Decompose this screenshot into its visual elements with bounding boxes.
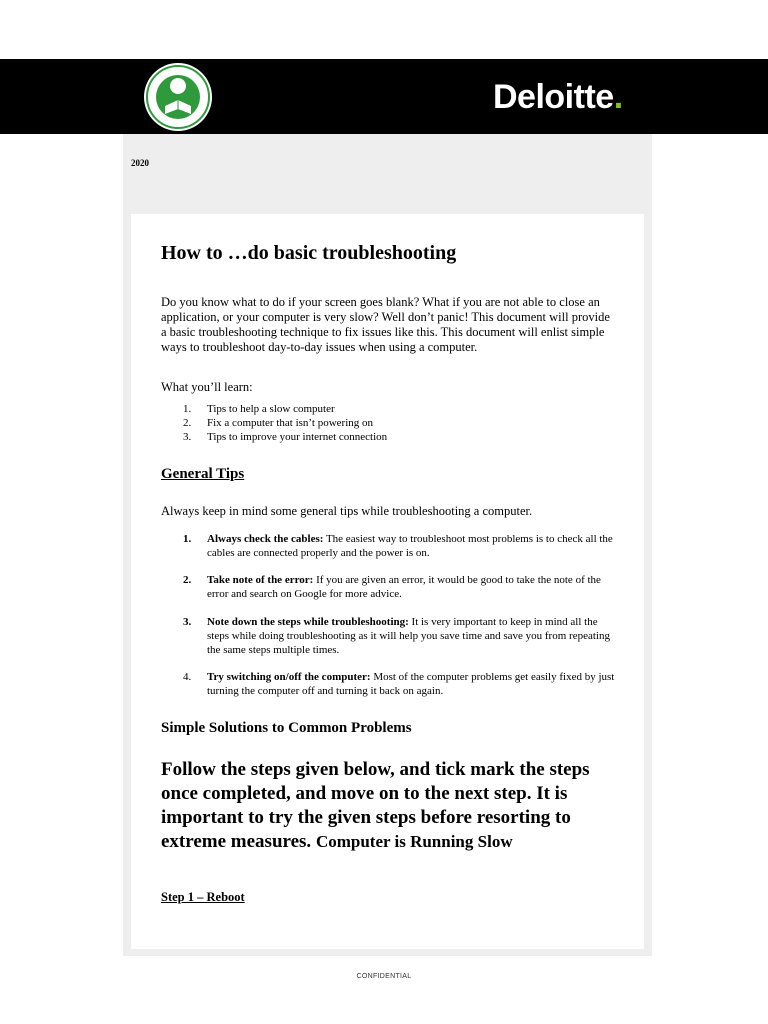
tip-item: 1. Always check the cables: The easiest way to troubleshoot most problems is to check all the cables are connected properly and the power is on. (183, 533, 613, 559)
document-title: How to …do basic troubleshooting (161, 242, 457, 264)
learn-heading: What you’ll learn: (161, 380, 253, 394)
general-tips-heading: General Tips (161, 466, 245, 482)
tip-item: 3. Note down the steps while troubleshooting: It is very important to keep in mind all the steps while doing troubleshooting as it will help you save time and save you from repeating the same steps multiple times. (183, 616, 610, 656)
solutions-heading: Simple Solutions to Common Problems (161, 720, 412, 736)
deloitte-logo: Deloitte. (493, 78, 623, 116)
intro-paragraph: Do you know what to do if your screen goes blank? What if you are not able to close an application, or your computer is very slow? Well don’t panic! This document will provide a basic troubleshooting technique to fix issues like this. This document will enlist simple ways to troubleshoot day-to-day issues when using a computer. (161, 295, 610, 354)
header-banner (0, 59, 768, 134)
tip-item: 4. Try switching on/off the computer: Most of the computer problems get easily fixed by just turning the computer off and turning it back on again. (183, 671, 615, 697)
list-item: 1. Tips to help a slow computer (183, 403, 335, 415)
list-item: 2. Fix a computer that isn’t powering on (183, 417, 373, 429)
tip-item: 2. Take note of the error: If you are given an error, it would be good to take the note of the error and search on Google for more advice. (183, 574, 601, 600)
library-logo (143, 62, 213, 132)
list-item: 3. Tips to improve your internet connection (183, 431, 388, 443)
year-label: 2020 (131, 158, 149, 168)
brand-dot: . (613, 78, 623, 116)
steps-intro: Follow the steps given below, and tick mark the steps once completed, and move on to the next step. It is important to try the given steps before resorting to extreme measures. Computer is Running Slow (161, 759, 590, 852)
step-1-heading: Step 1 – Reboot (161, 890, 245, 904)
learn-list (161, 402, 387, 444)
confidential-footer: CONFIDENTIAL (356, 973, 412, 980)
general-tips-intro: Always keep in mind some general tips while troubleshooting a computer. (161, 504, 533, 518)
